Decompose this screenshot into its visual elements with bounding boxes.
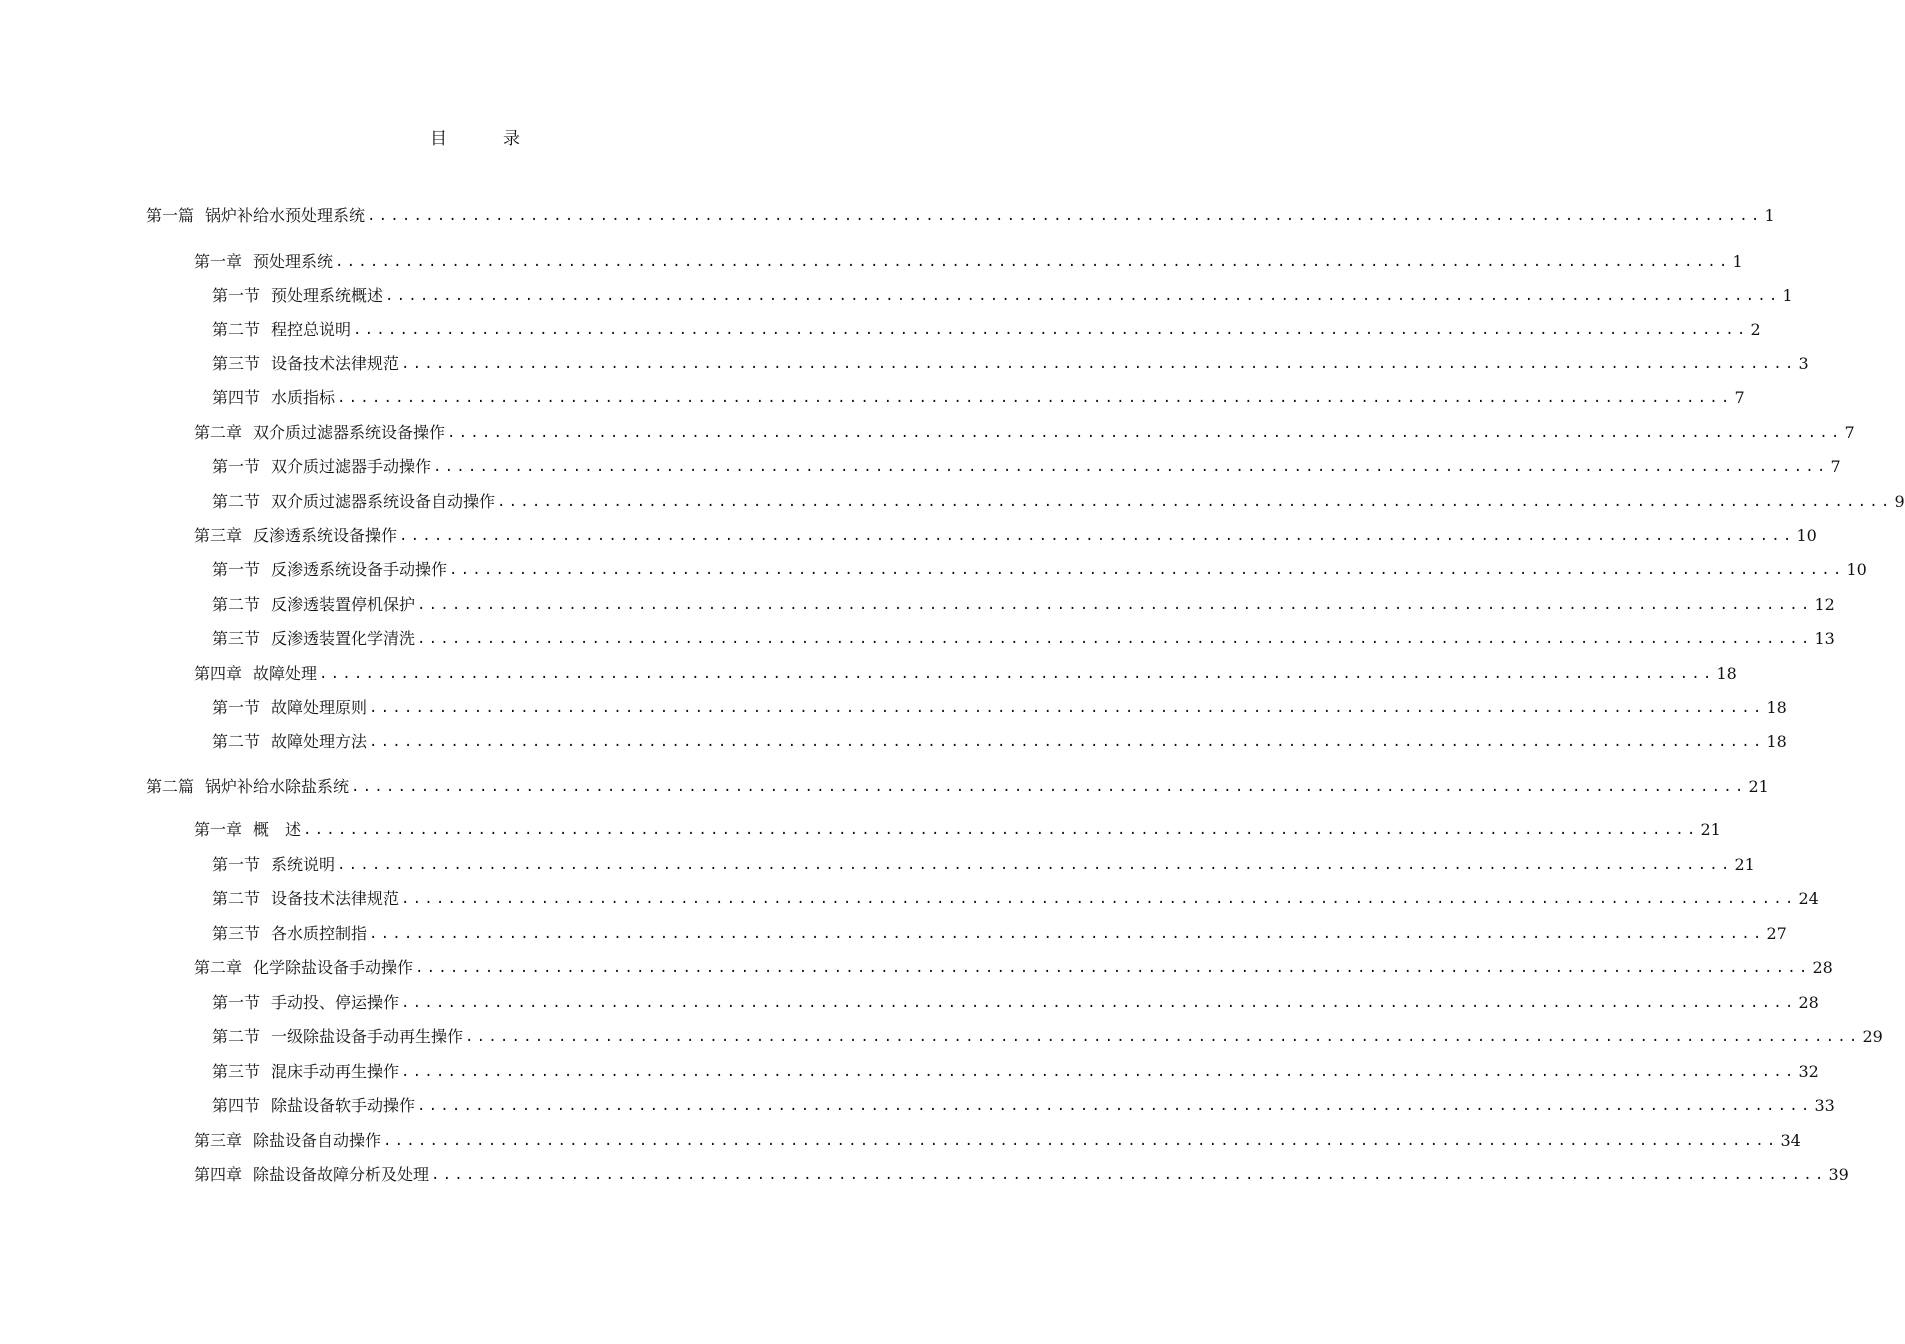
toc-entry[interactable] [212,1094,1835,1116]
toc-entry-label [212,560,449,580]
toc-entry-label [212,388,337,408]
toc-page-number: 1 [1782,286,1793,305]
toc-entry[interactable] [212,1060,1819,1082]
toc-entry-label [146,777,351,797]
toc-entry-label [212,595,417,615]
toc-entry-label [212,698,369,718]
toc-entry-title: 反渗透系统设备操作 [253,526,398,545]
page-title-part2: 录 [503,129,520,149]
toc-dot-leader: ........................................................................................................................ [417,597,1813,613]
toc-entry-label [194,820,303,840]
toc-entry-label [212,354,401,374]
toc-entry-title: 概 述 [253,820,302,839]
toc-entry[interactable] [212,922,1787,944]
toc-entry-title: 故障处理 [253,664,318,683]
toc-page-number: 7 [1734,388,1745,407]
toc-entry[interactable] [212,1025,1883,1047]
toc-entry-title: 预处理系统 [253,252,334,271]
toc-entry-number: 第一节 [212,457,261,476]
toc-dot-leader: ........................................................................................................................ [369,926,1765,942]
toc-entry-label [194,1131,383,1151]
toc-dot-leader: ........................................................................................................................ [401,995,1797,1011]
toc-entry[interactable] [194,250,1743,272]
toc-entry-label [194,526,399,546]
toc-entry[interactable] [194,1129,1801,1151]
toc-dot-leader: ........................................................................................................................ [417,631,1813,647]
toc-entry-number: 第一节 [212,560,261,579]
toc-entry-number: 第三节 [212,924,261,943]
toc-entry-label [212,855,337,875]
toc-entry[interactable] [146,775,1769,797]
toc-entry-number: 第一篇 [146,206,195,225]
toc-entry[interactable] [212,455,1841,477]
toc-entry[interactable] [212,318,1761,340]
toc-entry-label [212,732,369,752]
toc-page-number: 32 [1798,1062,1819,1081]
toc-page-number: 27 [1766,924,1787,943]
toc-entry[interactable] [212,730,1787,752]
toc-entry-label [212,320,353,340]
toc-page-number: 2 [1750,320,1761,339]
toc-entry-number: 第三章 [194,526,243,545]
toc-entry-title: 故障处理原则 [271,698,368,717]
toc-entry[interactable] [194,524,1817,546]
toc-entry-number: 第二节 [212,889,261,908]
toc-entry-title: 锅炉补给水预处理系统 [205,206,366,225]
toc-dot-leader: ........................................................................................................................ [335,254,1731,270]
toc-entry-title: 除盐设备软手动操作 [271,1096,416,1115]
toc-entry-number: 第一章 [194,820,243,839]
toc-page-number: 33 [1814,1096,1835,1115]
toc-entry-label [212,1027,465,1047]
toc-page-number: 7 [1830,457,1841,476]
toc-dot-leader: ........................................................................................................................ [337,390,1733,406]
toc-entry-label [194,423,447,443]
toc-entry-title: 反渗透系统设备手动操作 [271,560,448,579]
toc-page-number: 3 [1798,354,1809,373]
toc-entry-number: 第一节 [212,855,261,874]
toc-entry-label [194,252,335,272]
toc-entry[interactable] [212,991,1819,1013]
toc-dot-leader: ........................................................................................................................ [319,666,1715,682]
toc-entry-number: 第一章 [194,252,243,271]
toc-dot-leader: ........................................................................................................................ [415,960,1811,976]
toc-entry-number: 第二节 [212,492,261,511]
toc-dot-leader: ........................................................................................................................ [401,891,1797,907]
toc-entry[interactable] [212,490,1905,512]
toc-page-number: 7 [1844,423,1855,442]
toc-entry-title: 双介质过滤器系统设备操作 [253,423,446,442]
toc-entry[interactable] [194,1163,1849,1185]
toc-entry-title: 反渗透装置停机保护 [271,595,416,614]
toc-entry[interactable] [212,853,1755,875]
toc-entry-title: 化学除盐设备手动操作 [253,958,414,977]
toc-entry[interactable] [194,662,1737,684]
toc-entry-title: 设备技术法律规范 [271,354,400,373]
toc-page-number: 10 [1796,526,1817,545]
toc-dot-leader: ........................................................................................................................ [447,425,1843,441]
toc-entry[interactable] [212,352,1809,374]
toc-page-number: 29 [1862,1027,1883,1046]
toc-page-number: 28 [1812,958,1833,977]
toc-entry-title: 混床手动再生操作 [271,1062,400,1081]
toc-page-number: 28 [1798,993,1819,1012]
toc-entry-label [212,993,401,1013]
toc-entry[interactable] [212,696,1787,718]
toc-dot-leader: ........................................................................................................................ [431,1167,1827,1183]
toc-dot-leader: ........................................................................................................................ [337,857,1733,873]
toc-entry-label [212,492,497,512]
toc-entry[interactable] [212,627,1835,649]
toc-entry-title: 双介质过滤器手动操作 [271,457,432,476]
toc-entry-title: 手动投、停运操作 [271,993,400,1012]
toc-dot-leader: ........................................................................................................................ [465,1029,1861,1045]
toc-entry-number: 第三节 [212,1062,261,1081]
toc-entry-label [212,286,385,306]
toc-page-number: 34 [1780,1131,1801,1150]
toc-entry-label [212,457,433,477]
toc-entry-label [212,1062,401,1082]
toc-entry[interactable] [194,956,1833,978]
toc-entry-number: 第二节 [212,732,261,751]
toc-entry[interactable] [212,284,1793,306]
toc-entry-title: 反渗透装置化学清洗 [271,629,416,648]
toc-entry-number: 第二章 [194,423,243,442]
toc-entry-label [212,1096,417,1116]
toc-entry-title: 除盐设备自动操作 [253,1131,382,1150]
toc-entry-label [212,629,417,649]
toc-dot-leader: ........................................................................................................................ [385,288,1781,304]
toc-entry-label [212,889,401,909]
toc-entry-label [212,924,369,944]
toc-entry-title: 一级除盐设备手动再生操作 [271,1027,464,1046]
toc-page-number: 18 [1766,732,1787,751]
toc-entry-number: 第一节 [212,993,261,1012]
toc-entry[interactable] [212,558,1867,580]
toc-entry-title: 故障处理方法 [271,732,368,751]
toc-page-number: 18 [1716,664,1737,683]
toc-page-number: 24 [1798,889,1819,908]
toc-page-number: 21 [1734,855,1755,874]
toc-entry-number: 第三节 [212,629,261,648]
toc-entry-title: 设备技术法律规范 [271,889,400,908]
toc-entry-number: 第四章 [194,1165,243,1184]
toc-page-number: 12 [1814,595,1835,614]
toc-dot-leader: ........................................................................................................................ [417,1098,1813,1114]
toc-entry[interactable] [212,887,1819,909]
toc-entry-number: 第四章 [194,664,243,683]
toc-entry-number: 第二节 [212,595,261,614]
toc-dot-leader: ........................................................................................................................ [303,822,1699,838]
toc-page-number: 21 [1748,777,1769,796]
toc-entry-title: 双介质过滤器系统设备自动操作 [271,492,496,511]
toc-entry[interactable] [194,818,1721,840]
toc-page-number: 21 [1700,820,1721,839]
toc-dot-leader: ........................................................................................................................ [367,208,1763,224]
toc-dot-leader: ........................................................................................................................ [433,459,1829,475]
toc-dot-leader: ........................................................................................................................ [353,322,1749,338]
toc-dot-leader: ........................................................................................................................ [369,700,1765,716]
toc-page-number: 13 [1814,629,1835,648]
toc-entry-number: 第三节 [212,354,261,373]
toc-entry-label [146,206,367,226]
toc-entry-number: 第二节 [212,1027,261,1046]
toc-entry-number: 第一节 [212,286,261,305]
toc-page-number: 9 [1894,492,1905,511]
toc-entry-label [194,1165,431,1185]
toc-entry-number: 第三章 [194,1131,243,1150]
toc-dot-leader: ........................................................................................................................ [351,779,1747,795]
toc-dot-leader: ........................................................................................................................ [369,734,1765,750]
toc-page-number: 39 [1828,1165,1849,1184]
toc-entry-title: 程控总说明 [271,320,352,339]
toc-entry-title: 除盐设备故障分析及处理 [253,1165,430,1184]
toc-page-number: 1 [1764,206,1775,225]
toc-dot-leader: ........................................................................................................................ [399,528,1795,544]
toc-entry-title: 各水质控制指 [271,924,368,943]
toc-dot-leader: ........................................................................................................................ [401,356,1797,372]
toc-page-number: 1 [1732,252,1743,271]
toc-entry-number: 第一节 [212,698,261,717]
toc-entry-number: 第二章 [194,958,243,977]
toc-dot-leader: ........................................................................................................................ [497,494,1893,510]
toc-entry-number: 第四节 [212,388,261,407]
toc-page-number: 18 [1766,698,1787,717]
toc-entry-label [194,958,415,978]
toc-entry-number: 第二篇 [146,777,195,796]
toc-entry-label [194,664,319,684]
toc-entry[interactable] [212,386,1745,408]
toc-entry-title: 锅炉补给水除盐系统 [205,777,350,796]
toc-dot-leader: ........................................................................................................................ [401,1064,1797,1080]
toc-page-number: 10 [1846,560,1867,579]
toc-entry-title: 预处理系统概述 [271,286,384,305]
toc-entry-title: 水质指标 [271,388,336,407]
toc-dot-leader: ........................................................................................................................ [383,1133,1779,1149]
toc-entry[interactable] [194,421,1855,443]
toc-entry-title: 系统说明 [271,855,336,874]
toc-dot-leader: ........................................................................................................................ [449,562,1845,578]
page-title-part1: 目 [430,129,447,149]
toc-entry-number: 第四节 [212,1096,261,1115]
toc-entry[interactable] [212,593,1835,615]
toc-entry[interactable] [146,204,1775,226]
toc-entry-number: 第二节 [212,320,261,339]
